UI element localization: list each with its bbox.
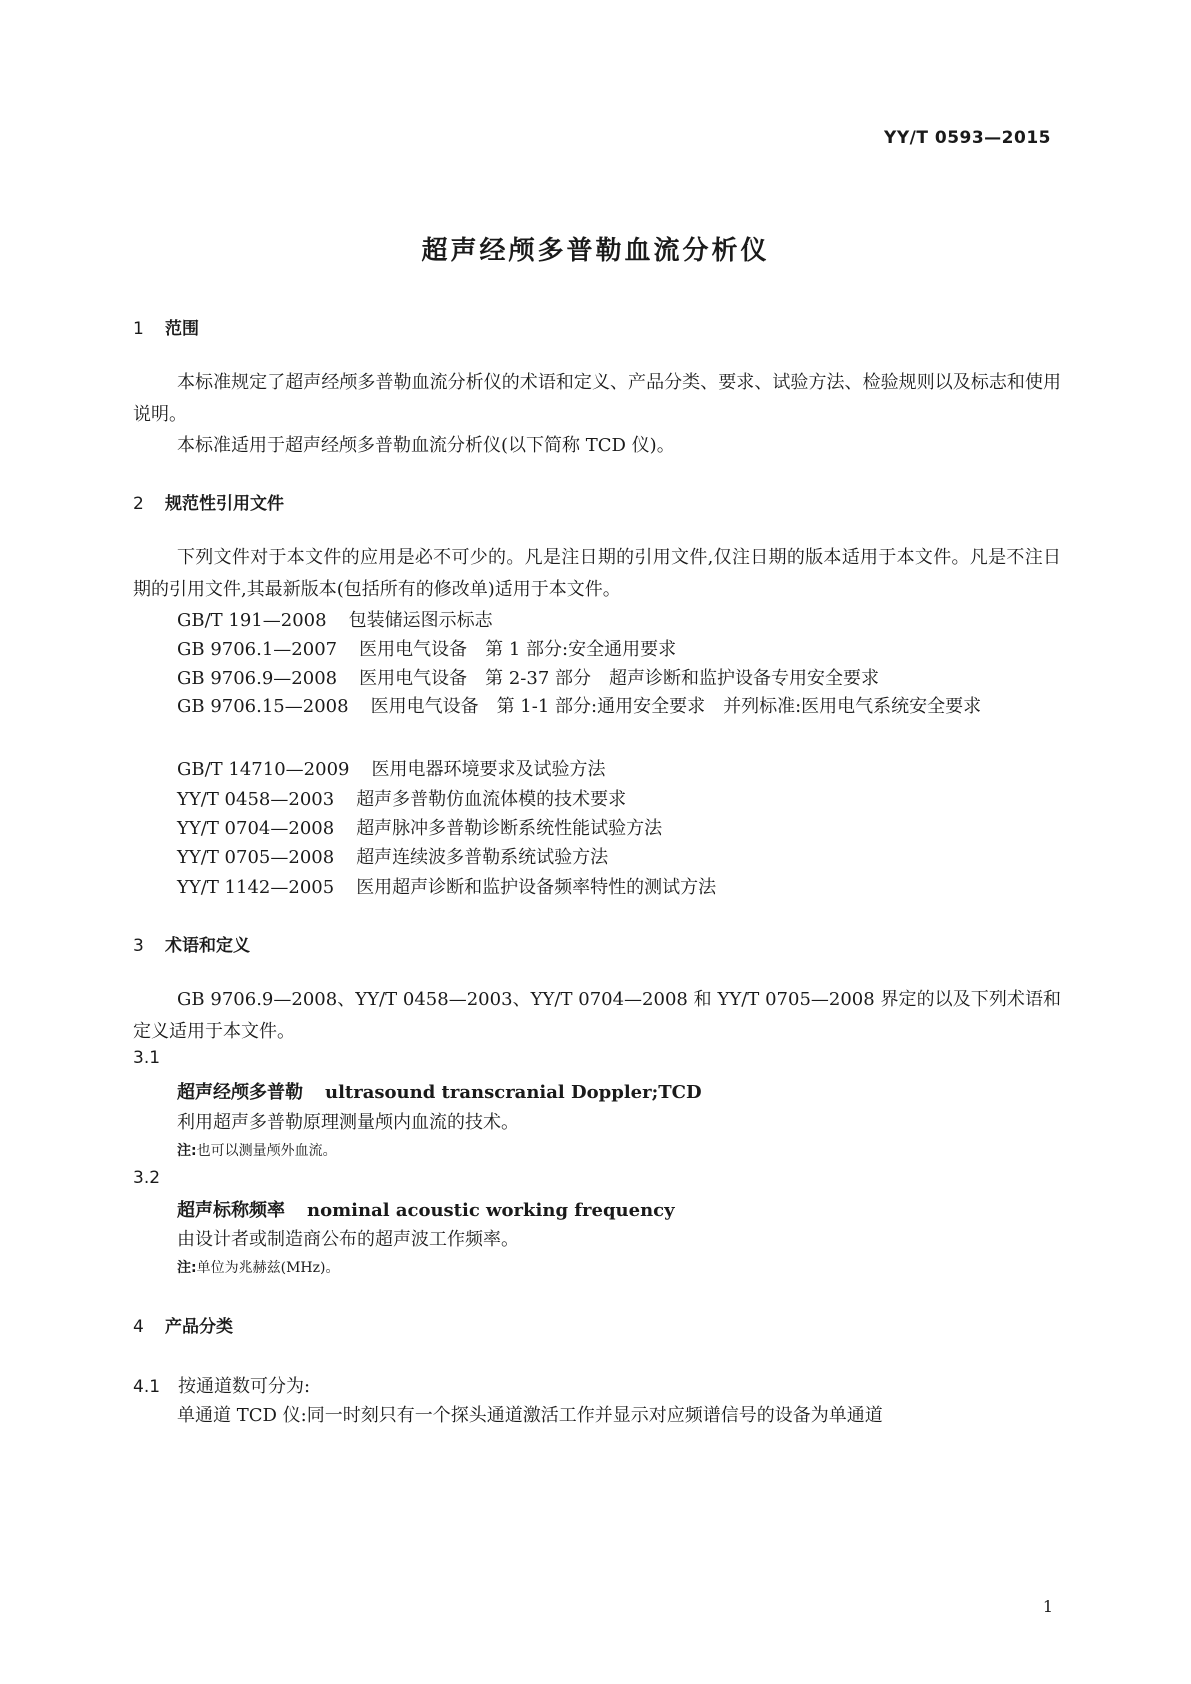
reference-title: 医用超声诊断和监护设备频率特性的测试方法 [356, 877, 717, 898]
reference-item [177, 664, 879, 690]
reference-item [177, 755, 605, 781]
reference-item [177, 814, 662, 840]
section-title: 术语和定义 [165, 936, 250, 956]
section-title: 产品分类 [165, 1317, 233, 1337]
reference-code: GB/T 191—2008 [177, 610, 327, 631]
reference-code: GB 9706.15—2008 [177, 696, 349, 717]
subsection-4-1 [133, 1372, 310, 1398]
reference-code: GB/T 14710—2009 [177, 759, 350, 780]
term-heading [177, 1196, 675, 1222]
scope-applicability: 本标准适用于超声经颅多普勒血流分析仪(以下简称 TCD 仪)。 [177, 435, 675, 456]
reference-item [177, 606, 493, 632]
term-number: 3.1 [133, 1048, 161, 1068]
reference-item [133, 691, 1061, 723]
reference-title: 医用电气设备 第 2-37 部分 超声诊断和监护设备专用安全要求 [359, 668, 880, 689]
note-label: 注: [177, 1143, 197, 1159]
section-1-heading [133, 314, 199, 339]
reference-title: 超声脉冲多普勒诊断系统性能试验方法 [356, 818, 663, 839]
term-number: 3.2 [133, 1168, 161, 1188]
section-4-heading [133, 1312, 233, 1337]
note-text: 也可以测量颅外血流。 [196, 1143, 337, 1159]
term-definition: 由设计者或制造商公布的超声波工作频率。 [177, 1229, 519, 1250]
references-intro: 下列文件对于本文件的应用是必不可少的。凡是注日期的引用文件,仅注日期的版本适用于本文件。凡是不注日期的引用文件,其最新版本(包括所有的修改单)适用于本文件。 [133, 547, 1061, 600]
scope-paragraph: 本标准规定了超声经颅多普勒血流分析仪的术语和定义、产品分类、要求、试验方法、检验规则以及标志和使用说明。 [133, 372, 1061, 425]
reference-code: YY/T 1142—2005 [177, 877, 335, 898]
section-title: 范围 [165, 319, 199, 339]
subsection-text: 按通道数可分为: [178, 1376, 311, 1397]
single-channel-paragraph: 单通道 TCD 仪:同一时刻只有一个探头通道激活工作并显示对应频谱信号的设备为单通道 [177, 1405, 883, 1426]
reference-title: 超声连续波多普勒系统试验方法 [356, 847, 609, 868]
term-zh: 超声经颅多普勒 [177, 1082, 303, 1103]
reference-title: 包装储运图示标志 [348, 610, 493, 631]
note-text: 单位为兆赫兹(MHz)。 [196, 1260, 340, 1276]
standard-code: YY/T 0593—2015 [884, 128, 1051, 148]
section-number: 3 [133, 936, 144, 956]
reference-item [177, 635, 676, 661]
reference-code: YY/T 0458—2003 [177, 789, 335, 810]
reference-code: GB 9706.1—2007 [177, 639, 338, 660]
section-number: 2 [133, 494, 144, 514]
reference-title: 医用电器环境要求及试验方法 [371, 759, 606, 780]
reference-code: GB 9706.9—2008 [177, 668, 338, 689]
reference-code: YY/T 0705—2008 [177, 847, 335, 868]
subsection-number: 4.1 [133, 1377, 161, 1397]
term-en: ultrasound transcranial Doppler;TCD [325, 1082, 702, 1103]
section-3-heading [133, 931, 250, 956]
reference-item [177, 843, 608, 869]
reference-item [177, 873, 716, 899]
reference-item [177, 785, 626, 811]
term-note [177, 1257, 339, 1277]
reference-title: 医用电气设备 第 1 部分:安全通用要求 [359, 639, 677, 660]
term-note [177, 1140, 337, 1160]
term-zh: 超声标称频率 [177, 1200, 285, 1221]
page-number: 1 [1042, 1597, 1053, 1616]
reference-title: 超声多普勒仿血流体模的技术要求 [356, 789, 627, 810]
term-en: nominal acoustic working frequency [307, 1200, 675, 1221]
reference-title: 医用电气设备 第 1-1 部分:通用安全要求 并列标准:医用电气系统安全要求 [370, 696, 982, 717]
reference-code: YY/T 0704—2008 [177, 818, 335, 839]
term-heading [177, 1078, 702, 1104]
terms-intro: GB 9706.9—2008、YY/T 0458—2003、YY/T 0704—2008 和 YY/T 0705—2008 界定的以及下列术语和定义适用于本文件。 [133, 989, 1061, 1042]
section-number: 4 [133, 1317, 144, 1337]
section-number: 1 [133, 319, 144, 339]
document-title: 超声经颅多普勒血流分析仪 [421, 236, 770, 266]
term-definition: 利用超声多普勒原理测量颅内血流的技术。 [177, 1112, 519, 1133]
section-title: 规范性引用文件 [165, 494, 284, 514]
note-label: 注: [177, 1260, 197, 1276]
section-2-heading [133, 489, 284, 514]
